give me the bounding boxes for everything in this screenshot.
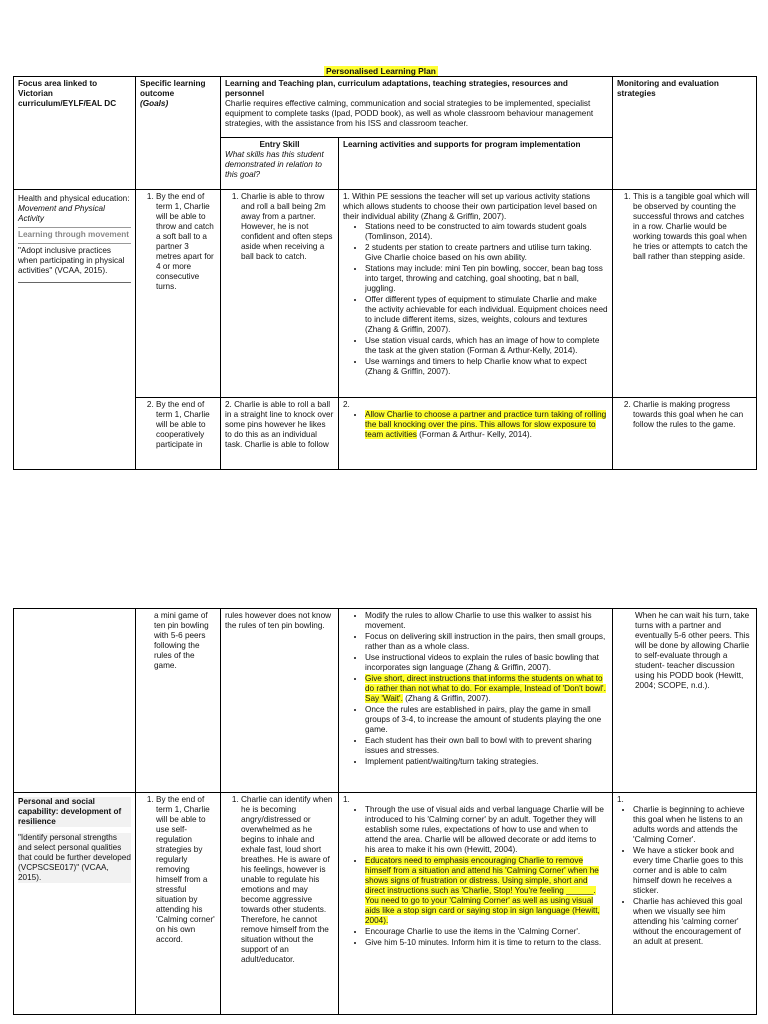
list-item: • Charlie has achieved this goal when we visually see him attending his 'calming corner' without the encouragement of an adult at present.: [633, 897, 752, 947]
header-entry-skill: [221, 138, 339, 190]
list-item: • Modify the rules to allow Charlie to use this walker to assist his movement.: [365, 611, 608, 631]
row3-focus-area: [14, 793, 136, 1015]
row3-mon-num: 1.: [617, 795, 624, 804]
goal2-cont-text: a mini game of ten pin bowling with 5-6 peers following the rules of the game.: [154, 611, 209, 670]
row3-entry: [221, 793, 339, 1015]
act2-list: [343, 410, 608, 440]
list-item: • 2 students per station to create partners and utilise turn taking. Give Charlie choice based on his own ability.: [365, 243, 608, 263]
header-activities: [339, 138, 613, 190]
list-item: • Stations need to be constructed to aim towards student goals (Tomlinson, 2014).: [365, 222, 608, 242]
row3-monitoring: [613, 793, 757, 1015]
row3-entry-text: 1. Charlie can identify when he is becoming angry/distressed or overwhelmed as he begins to inhale and exhale fast, loud short breathes. He is aware of his feelings, however is unable to regulate his emotions and may become aggressive towards other students. Therefore, he cannot remove himself from the situation without the support of an adult/educator.: [241, 795, 334, 965]
row1-activities1: [339, 190, 613, 398]
row1-focus-c: Learning through movement: [18, 230, 129, 239]
row1-focus-b: Movement and Physical Activity: [18, 204, 105, 223]
list-item: • Stations may include: mini Ten pin bowling, soccer, bean bag toss into target, throwing and catching, goal shooting, bat n ball, juggling.: [365, 264, 608, 294]
header-learning-outcome: [136, 77, 221, 190]
list-item: • Encourage Charlie to use the items in the 'Calming Corner'.: [365, 927, 608, 937]
row1-goal2: [136, 398, 221, 470]
act1-list: [343, 222, 608, 377]
mon2-text: 2. Charlie is making progress towards this goal when he can follow the rules to the game.: [633, 400, 752, 430]
list-item: • Focus on delivering skill instruction in the pairs, then small groups, rather than as a whole class.: [365, 632, 608, 652]
row3-focus-a: Personal and social capability: development of resilience: [18, 797, 131, 827]
row3-act-num: 1.: [343, 795, 350, 804]
row1-focus-a: Health and physical education:: [18, 194, 130, 203]
header-teaching-plan-title: Learning and Teaching plan, curriculum adaptations, teaching strategies, resources and personnel: [225, 79, 568, 98]
list-item: • Once the rules are established in pairs, play the game in small groups of 3-4, to increase the amount of students playing the one game.: [365, 705, 608, 735]
list-item: • Use instructional videos to explain the rules of basic bowling that incorporates sign language (Zhang & Griffin, 2007).: [365, 653, 608, 673]
row2-focus-area: [14, 609, 136, 793]
row1-divider-3: [18, 282, 131, 283]
list-item: • Use warnings and timers to help Charlie know what to expect (Zhang & Griffin, 2007).: [365, 357, 608, 377]
row1-entry1: [221, 190, 339, 398]
entry-skill-question: What skills has this student demonstrated in relation to this goal?: [225, 150, 324, 179]
act2b-ref: (Zhang & Griffin, 2007).: [402, 694, 491, 703]
goal2-text: 2. By the end of term 1, Charlie will be able to cooperatively participate in: [156, 400, 216, 450]
row1-monitoring2: [613, 398, 757, 470]
act2-ref: (Forman & Arthur- Kelly, 2014).: [416, 430, 532, 439]
entry2-cont-text: rules however does not know the rules of ten pin bowling.: [225, 611, 332, 630]
act2b-list: [343, 611, 608, 767]
list-item: • Through the use of visual aids and verbal language Charlie will be introduced to his 'Calming corner' by an adult. Together they will establish some rules, expectations of how to use and when to attend the area. Charlie will be allowed decorate or add items to his area to make it his own (Hewitt, 2004).: [365, 805, 608, 855]
act1-intro: 1. Within PE sessions the teacher will set up various activity stations which allows students to choose their own participation level based on their individual ability (Zhang & Griffin, 2007).: [343, 192, 597, 221]
header-teaching-plan: [221, 77, 613, 138]
header-outcome-text: Specific learning outcome: [140, 79, 206, 98]
row3-act-highlight: Educators need to emphasis encouraging Charlie to remove himself from a situation and attend his 'Calming Corner' when he shows signs of frustration or distress. Using simple, short and direct instructions such as 'Charlie, Stop! You're feeling ______. You need to go to your 'Calming Corner' as well as using visual aids like a stop sign card or saying stop in sign language (Hewitt, 2004).: [365, 856, 600, 925]
list-item: [365, 674, 608, 704]
row2-entry-cont: [221, 609, 339, 793]
plan-table-page-1: [13, 76, 757, 470]
row3-mon-list: [617, 805, 752, 947]
entry2-text: 2. Charlie is able to roll a ball in a straight line to knock over some pins however he likes to do this as an individual task. Charlie is able to follow: [225, 400, 334, 449]
header-monitoring-text: Monitoring and evaluation strategies: [617, 79, 719, 98]
row1-divider: [18, 227, 131, 228]
row3-act-list: [343, 805, 608, 948]
row3-activities: [339, 793, 613, 1015]
row1-focus-d: "Adopt inclusive practices when participating in physical activities" (VCAA, 2015).: [18, 246, 125, 275]
row1-activities2: [339, 398, 613, 470]
list-item: • Implement patient/waiting/turn taking strategies.: [365, 757, 608, 767]
page-title: Personalised Learning Plan: [326, 66, 436, 76]
row3-goal: [136, 793, 221, 1015]
list-item: • Each student has their own ball to bowl with to prevent sharing issues and stresses.: [365, 736, 608, 756]
row1-goal1: [136, 190, 221, 398]
act2-highlight: Allow Charlie to choose a partner and practice turn taking of rolling the ball knocking over the pins. This allows for slow exposure to team activities: [365, 410, 607, 439]
list-item: • Give him 5-10 minutes. Inform him it is time to return to the class.: [365, 938, 608, 948]
list-item: • Charlie is beginning to achieve this goal when he listens to an adults words and attends the 'Calming Corner'.: [633, 805, 752, 845]
row3-goal-text: 1. By the end of term 1, Charlie will be able to use self-regulation strategies by regularly removing himself from a stressful situation by attending his 'Calming corner' on his own accord.: [156, 795, 216, 945]
row3-focus-b: "Identify personal strengths and select personal qualities that could be further developed (VCPSCSE017)" (VCAA, 2015).: [18, 833, 131, 882]
list-item: • Offer different types of equipment to stimulate Charlie and make the activity achievable for each individual. Equipment choices need to include different items, sizes, weights, colours and textures (Zhang & Griffin, 2007).: [365, 295, 608, 335]
entry-skill-label: Entry Skill: [259, 140, 300, 149]
list-item: • We have a sticker book and every time Charlie goes to this corner and is able to calm himself down he receives a sticker.: [633, 846, 752, 896]
goal1-text: 1. By the end of term 1, Charlie will be able to throw and catch a soft ball to a partner 3 metres apart for 4 or more consecutive turns.: [156, 192, 216, 292]
row2-monitoring: [613, 609, 757, 793]
header-focus-area-text: Focus area linked to Victorian curriculum/EYLF/EAL DC: [18, 79, 117, 108]
row2-goal-cont: [136, 609, 221, 793]
row1-divider-2: [18, 243, 131, 244]
header-focus-area: [14, 77, 136, 190]
header-teaching-plan-body: Charlie requires effective calming, communication and social strategies to be implemented, specialist equipment to complete tasks (Ipad, PODD book), as well as whole classroom behaviour management strategies, with the assistance from his ISS and classroom teacher.: [225, 99, 594, 128]
row2-activities: [339, 609, 613, 793]
activities-head-text: Learning activities and supports for program implementation: [343, 140, 581, 149]
mon1-text: 1. This is a tangible goal which will be observed by counting the successful throws and catches in a row. Charlie would be working towards this goal when he tries or attempts to catch the ball rather than stepping aside.: [633, 192, 752, 262]
act2b-highlight: Give short, direct instructions that informs the students on what to do rather than not what to do. For example, Instead of 'Don't bowl'. Say 'Wait'.: [365, 674, 606, 703]
header-monitoring: [613, 77, 757, 190]
header-goals-text: (Goals): [140, 99, 169, 108]
entry1-text: 1. Charlie is able to throw and roll a ball being 2m away from a partner. However, he is not confident and often steps aside when receiving a ball back to catch.: [241, 192, 334, 262]
row1-entry2: [221, 398, 339, 470]
plan-table-page-2: [13, 608, 757, 1015]
row1-monitoring1: [613, 190, 757, 398]
row1-focus-area: [14, 190, 136, 470]
list-item: • Use station visual cards, which has an image of how to complete the task at the given station (Forman & Arthur-Kelly, 2014).: [365, 336, 608, 356]
list-item: [365, 410, 608, 440]
act2-num: 2.: [343, 400, 350, 409]
mon2-cont-text: When he can wait his turn, take turns with a partner and eventually 5-6 other peers. This will be done by allowing Charlie to self-evaluate through a student- teacher discussion using his PODD book (Hewitt, 2004; SCOPE, n.d.).: [635, 611, 750, 690]
list-item: [365, 856, 608, 926]
